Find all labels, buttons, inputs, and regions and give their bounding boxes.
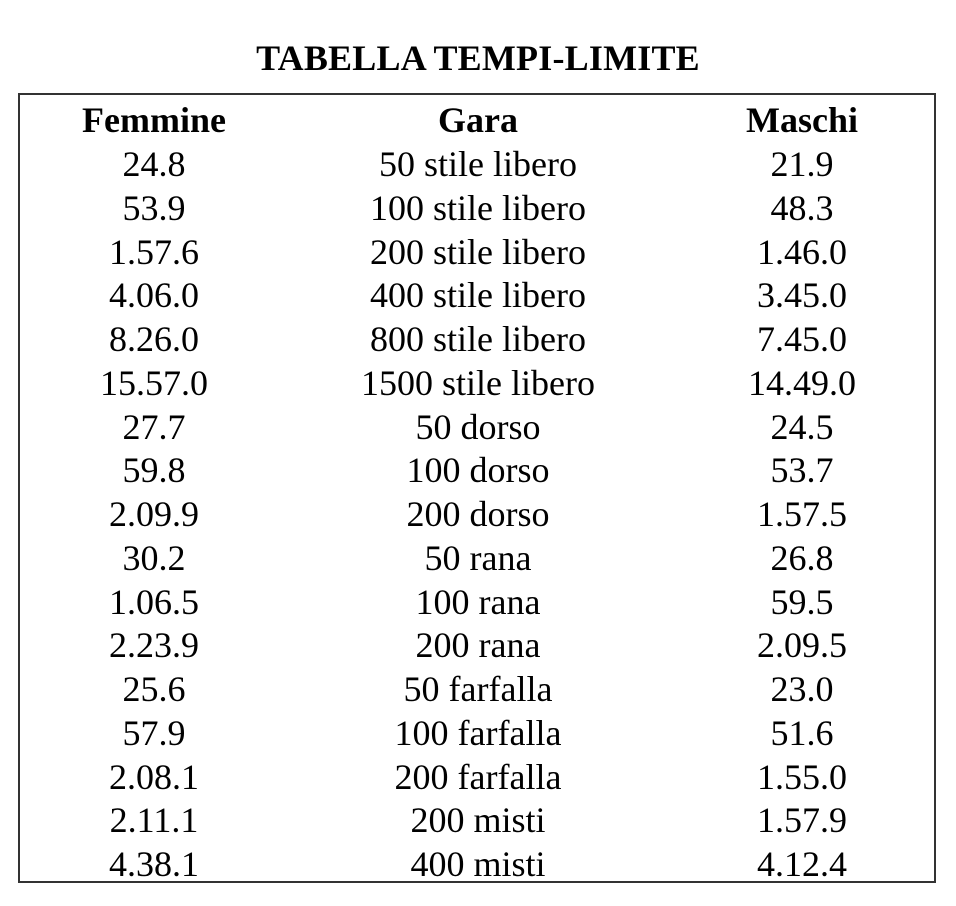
table-row (20, 623, 934, 667)
table-row (20, 317, 934, 361)
cell-gara: 1500 stile libero (361, 362, 595, 403)
cell-maschi: 4.12.4 (757, 844, 847, 884)
cell-femmine: 4.06.0 (109, 275, 199, 316)
page-title: TABELLA TEMPI-LIMITE (256, 38, 700, 78)
table-row (20, 448, 934, 492)
cell-maschi: 48.3 (770, 187, 834, 228)
cell-femmine: 2.23.9 (109, 625, 199, 666)
cell-gara: 50 rana (424, 537, 532, 578)
table-row (20, 361, 934, 405)
time-limits-table (18, 93, 936, 883)
cell-femmine: 15.57.0 (100, 362, 208, 403)
cell-femmine: 24.8 (122, 144, 186, 184)
cell-femmine: 4.38.1 (109, 844, 199, 884)
cell-gara: 50 dorso (415, 406, 541, 447)
cell-maschi: 21.9 (770, 144, 834, 184)
cell-gara: 400 stile libero (370, 275, 586, 316)
table-header-row (20, 98, 934, 142)
table-row (20, 230, 934, 274)
cell-maschi: 24.5 (770, 406, 834, 447)
table-row (20, 580, 934, 624)
cell-gara: 200 rana (415, 625, 541, 666)
cell-femmine: 1.06.5 (109, 581, 199, 622)
cell-femmine: 25.6 (122, 669, 186, 709)
table-row (20, 711, 934, 755)
cell-gara: 400 misti (410, 844, 546, 884)
cell-femmine: 53.9 (122, 187, 186, 228)
cell-gara: 200 stile libero (370, 231, 586, 272)
table-row (20, 536, 934, 580)
cell-maschi: 1.57.9 (757, 800, 847, 841)
cell-gara: 100 rana (415, 581, 541, 622)
cell-femmine: 30.2 (122, 537, 186, 578)
cell-maschi: 7.45.0 (757, 319, 847, 359)
cell-maschi: 23.0 (770, 669, 834, 709)
cell-femmine: 27.7 (122, 406, 186, 447)
header-femmine: Femmine (82, 100, 226, 140)
table-row (20, 798, 934, 842)
cell-femmine: 1.57.6 (109, 231, 199, 272)
cell-gara: 100 dorso (406, 450, 550, 491)
cell-maschi: 1.57.5 (757, 494, 847, 534)
table-row (20, 755, 934, 799)
table-row (20, 667, 934, 711)
table-row (20, 405, 934, 449)
cell-gara: 100 stile libero (370, 187, 586, 228)
cell-femmine: 8.26.0 (109, 319, 199, 359)
cell-gara: 200 misti (410, 800, 546, 841)
cell-maschi: 51.6 (770, 712, 834, 753)
cell-maschi: 1.46.0 (757, 231, 847, 272)
cell-gara: 50 farfalla (403, 669, 553, 709)
table-row (20, 492, 934, 536)
cell-gara: 100 farfalla (394, 712, 562, 753)
cell-femmine: 2.08.1 (109, 756, 199, 797)
cell-maschi: 3.45.0 (757, 275, 847, 316)
cell-maschi: 59.5 (770, 581, 834, 622)
cell-gara: 200 farfalla (394, 756, 562, 797)
cell-maschi: 53.7 (770, 450, 834, 491)
header-gara: Gara (438, 100, 518, 140)
table-row (20, 186, 934, 230)
header-maschi: Maschi (746, 100, 858, 140)
cell-femmine: 2.09.9 (109, 494, 199, 534)
table-row (20, 273, 934, 317)
cell-femmine: 2.11.1 (109, 800, 199, 841)
cell-femmine: 59.8 (122, 450, 186, 491)
table-row (20, 842, 934, 886)
cell-gara: 200 dorso (406, 494, 550, 534)
cell-gara: 800 stile libero (370, 319, 586, 359)
cell-maschi: 2.09.5 (757, 625, 847, 666)
cell-maschi: 1.55.0 (757, 756, 847, 797)
cell-maschi: 14.49.0 (748, 362, 856, 403)
cell-femmine: 57.9 (122, 712, 186, 753)
cell-gara: 50 stile libero (379, 144, 577, 184)
table-row (20, 142, 934, 186)
cell-maschi: 26.8 (770, 537, 834, 578)
